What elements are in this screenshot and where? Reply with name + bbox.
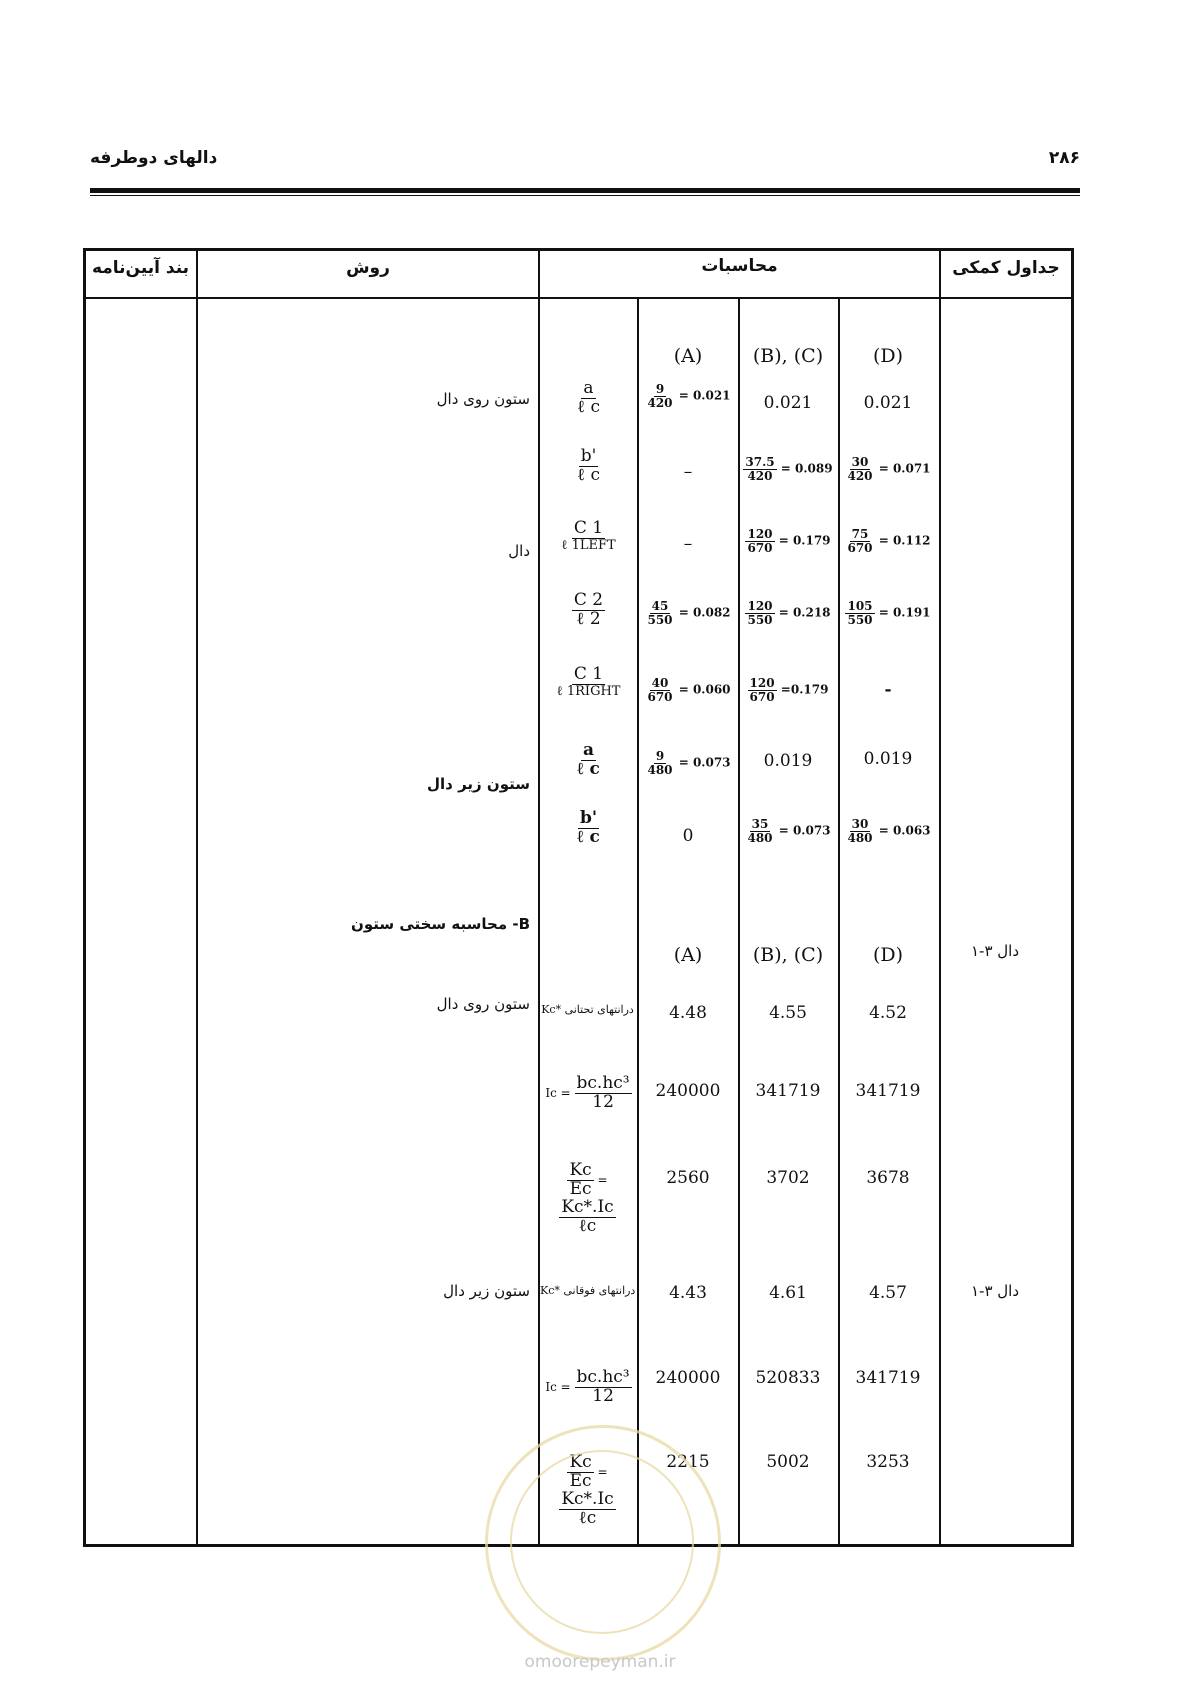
r4-bc: $\frac{120}{550}$ = 0.218 xyxy=(747,599,831,627)
k1-a: 4.48 xyxy=(669,1003,707,1023)
e1-d: 3678 xyxy=(866,1168,910,1188)
e2-bc: 5002 xyxy=(766,1452,810,1472)
param-ic-formula-2: Ic = $\frac{\text{bc.hc³}}{12}$ xyxy=(545,1367,630,1406)
param-kc-ec-formula-2: $\frac{Kc}{Ec}$ = $\frac{Kc*.Ic}{\text{ℓc}}$ xyxy=(561,1452,614,1528)
watermark-seal-inner xyxy=(510,1450,694,1634)
r1-a: $\frac{9}{420}$ = 0.021 xyxy=(647,382,731,410)
r3-d: $\frac{75}{670}$ = 0.112 xyxy=(847,527,931,555)
chapter-title: دالهای دوطرفه xyxy=(90,148,218,168)
r4-a: $\frac{45}{550}$ = 0.082 xyxy=(647,599,731,627)
header-calculations: محاسبات xyxy=(701,256,778,276)
col-label-a-2: (A) xyxy=(673,944,703,966)
label-col-above-slab-2: ستون روی دال xyxy=(436,995,530,1013)
param-kc-bottom: Kc* درانتهای فوقانی xyxy=(540,1284,636,1297)
i2-a: 240000 xyxy=(655,1368,721,1388)
col-divider-2 xyxy=(538,248,540,1547)
r7-bc: $\frac{35}{480}$ = 0.073 xyxy=(747,817,831,845)
calc-col-divider-3 xyxy=(838,297,840,1547)
param-c1-over-l1right: $\frac{C 1}{\text{ℓ 1RIGHT}}$ xyxy=(556,664,621,699)
r3-a: – xyxy=(683,534,693,554)
i1-a: 240000 xyxy=(655,1081,721,1101)
col-label-d: (D) xyxy=(872,345,904,367)
header-rule xyxy=(90,188,1080,193)
r2-a: – xyxy=(683,462,693,482)
r4-d: $\frac{105}{550}$ = 0.191 xyxy=(847,599,931,627)
col-label-d-2: (D) xyxy=(872,944,904,966)
col-label-a: (A) xyxy=(673,345,703,367)
param-ic-formula-1: Ic = $\frac{\text{bc.hc³}}{12}$ xyxy=(545,1073,630,1112)
header-aux-tables: جداول کمکی xyxy=(952,258,1060,278)
r5-a: $\frac{40}{670}$ = 0.060 xyxy=(647,676,731,704)
i2-d: 341719 xyxy=(855,1368,921,1388)
r5-bc: $\frac{120}{670}$ =0.179 xyxy=(749,676,829,704)
e1-a: 2560 xyxy=(666,1168,710,1188)
label-slab: دال xyxy=(508,542,530,560)
param-b-over-lc: $\frac{b'}{\text{ℓ c}}$ xyxy=(576,446,601,485)
param-a-over-lc-2: $\frac{a}{\text{ℓ c}}$ xyxy=(577,740,600,779)
e2-a: 2215 xyxy=(666,1452,710,1472)
aux-ref-1: دال ۳-۱ xyxy=(970,942,1020,960)
param-kc-top: Kc* درانتهای تحتانی xyxy=(541,1003,634,1016)
header-code-clause: بند آیین‌نامه xyxy=(91,258,190,278)
table-header-divider xyxy=(83,297,1074,299)
param-a-over-lc: $\frac{a}{\text{ℓ c}}$ xyxy=(576,378,601,417)
param-kc-ec-formula-1: $\frac{Kc}{Ec}$ = $\frac{Kc*.Ic}{\text{ℓc}}$ xyxy=(561,1160,614,1236)
r5-d: - xyxy=(884,680,892,700)
e1-bc: 3702 xyxy=(766,1168,810,1188)
aux-ref-2: دال ۳-۱ xyxy=(970,1282,1020,1300)
k1-d: 4.52 xyxy=(869,1003,907,1023)
watermark-seal xyxy=(485,1425,721,1661)
param-c1-over-l1left: $\frac{C 1}{\text{ℓ 1LEFT}}$ xyxy=(561,518,616,553)
col-divider-3 xyxy=(939,248,941,1547)
i1-bc: 341719 xyxy=(755,1081,821,1101)
label-col-above-slab: ستون روی دال xyxy=(436,390,530,408)
col-divider-1 xyxy=(196,248,198,1547)
calc-table xyxy=(83,248,1074,1547)
r6-bc: 0.019 xyxy=(763,751,813,771)
col-label-bc: (B), (C) xyxy=(752,345,824,367)
i1-d: 341719 xyxy=(855,1081,921,1101)
r3-bc: $\frac{120}{670}$ = 0.179 xyxy=(747,527,831,555)
label-col-below-slab: ستون زیر دال xyxy=(427,775,530,793)
label-col-below-slab-2: ستون زیر دال xyxy=(443,1282,530,1300)
col-label-bc-2: (B), (C) xyxy=(752,944,824,966)
r7-a: 0 xyxy=(682,826,694,846)
k2-a: 4.43 xyxy=(669,1283,707,1303)
header-rule-thin xyxy=(90,195,1080,196)
e2-d: 3253 xyxy=(866,1452,910,1472)
watermark-url: omoorepeyman.ir xyxy=(524,1652,676,1672)
r1-bc: 0.021 xyxy=(763,393,813,413)
param-b-over-lc-2: $\frac{b'}{\text{ℓ c}}$ xyxy=(577,808,600,847)
r1-d: 0.021 xyxy=(863,393,913,413)
r2-d: $\frac{30}{420}$ = 0.071 xyxy=(847,455,931,483)
calc-col-divider-2 xyxy=(738,297,740,1547)
label-section-b: B- محاسبه سختی ستون xyxy=(351,915,530,933)
page-number: ۲۸۶ xyxy=(1048,148,1080,168)
param-c2-over-l2: $\frac{C 2}{\text{ℓ 2}}$ xyxy=(573,590,604,629)
k2-d: 4.57 xyxy=(869,1283,907,1303)
r6-d: 0.019 xyxy=(863,749,913,769)
k1-bc: 4.55 xyxy=(769,1003,807,1023)
k2-bc: 4.61 xyxy=(769,1283,807,1303)
r7-d: $\frac{30}{480}$ = 0.063 xyxy=(847,817,931,845)
i2-bc: 520833 xyxy=(755,1368,821,1388)
calc-col-divider-1 xyxy=(637,297,639,1547)
r2-bc: $\frac{37.5}{420}$ = 0.089 xyxy=(745,455,833,483)
r6-a: $\frac{9}{480}$ = 0.073 xyxy=(647,749,731,777)
header-method: روش xyxy=(346,258,390,278)
